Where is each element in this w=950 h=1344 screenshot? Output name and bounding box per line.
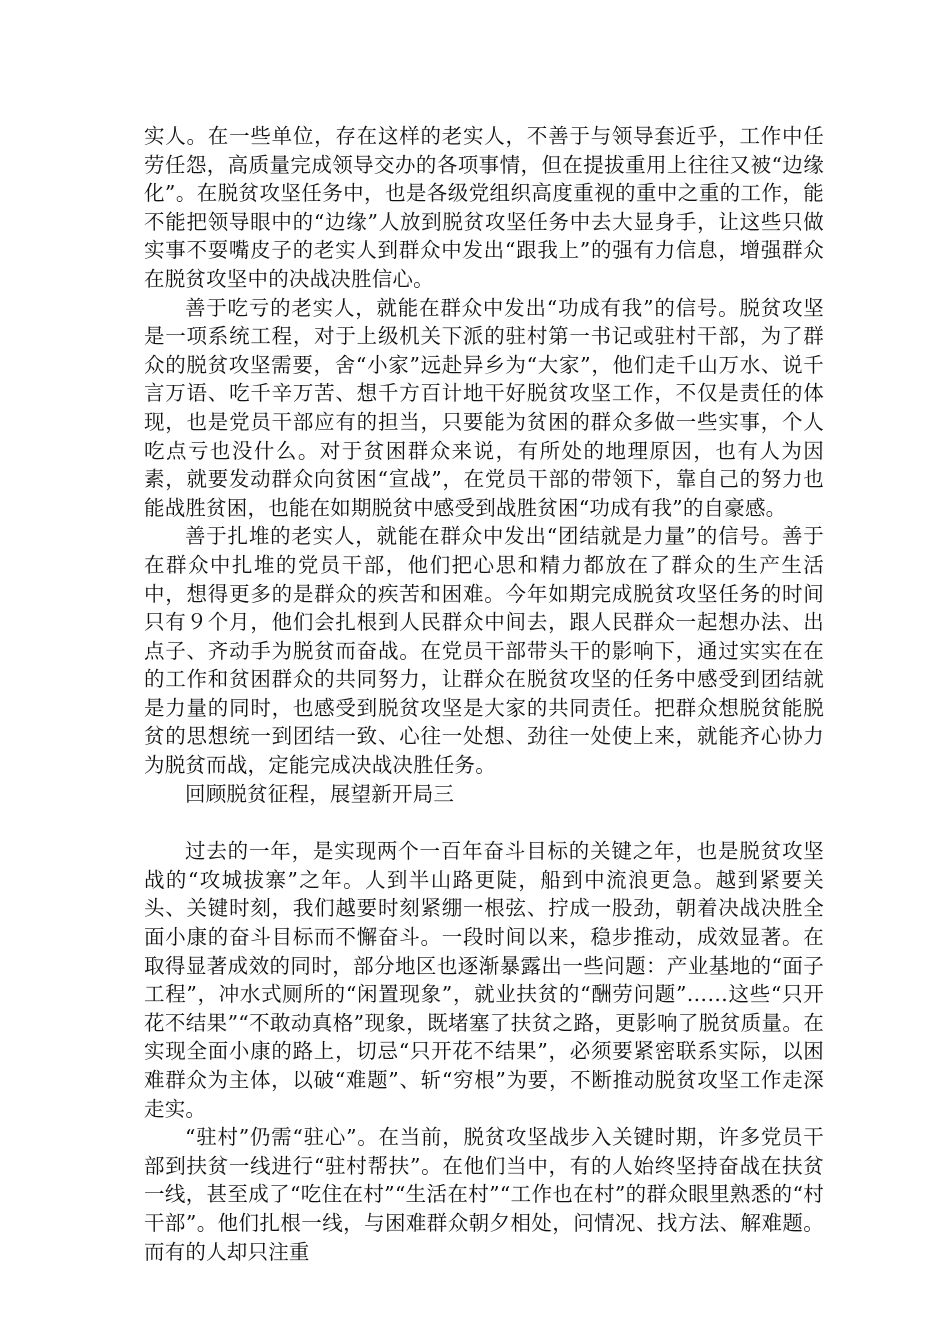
document-body — [144, 122, 824, 1266]
section-heading: 回顾脱贫征程，展望新开局三 — [185, 781, 455, 806]
paragraph-2: 善于吃亏的老实人，就能在群众中发出“功成有我”的信号。脱贫攻坚是一项系统工程，对于上级机关下派的驻村第一书记或驻村干部，为了群众的脱贫攻坚需要，舍“小家”远赴异乡为“大家”，他们走千山万水、说千言万语、吃千辛万苦、想千方百计地干好脱贫攻坚工作，不仅是责任的体现，也是党员干部应有的担当，只要能为贫困的群众多做一些实事，个人吃点亏也没什么。对于贫困群众来说，有所处的地理原因，也有人为因素，就要发动群众向贫困“宣战”，在党员干部的带领下，靠自己的努力也能战胜贫困，也能在如期脱贫中感受到战胜贫困“功成有我”的自豪感。 — [144, 295, 824, 520]
blank-line — [144, 808, 824, 837]
paragraph-4: 过去的一年，是实现两个一百年奋斗目标的关键之年，也是脱贫攻坚战的“攻城拔寨”之年。人到半山路更陡，船到中流浪更急。越到紧要关头、关键时刻，我们越要时刻紧绷一根弦、拧成一股劲，朝着决战决胜全面小康的奋斗目标而不懈奋斗。一段时间以来，稳步推动，成效显著。在取得显著成效的同时，部分地区也逐渐暴露出一些问题：产业基地的“面子工程”，冲水式厕所的“闲置现象”，就业扶贫的“酬劳问题”……这些“只开花不结果”“不敢动真格”现象，既堵塞了扶贫之路，更影响了脱贫质量。在实现全面小康的路上，切忌“只开花不结果”，必须要紧密联系实际，以困难群众为主体，以破“难题”、斩“穷根”为要，不断推动脱贫攻坚工作走深走实。 — [144, 839, 824, 1121]
paragraph-1: 实人。在一些单位，存在这样的老实人，不善于与领导套近乎，工作中任劳任怨，高质量完成领导交办的各项事情，但在提拔重用上往往又被“边缘化”。在脱贫攻坚任务中，也是各级党组织高度重视的重中之重的工作，能不能把领导眼中的“边缘”人放到脱贫攻坚任务中去大显身手，让这些只做实事不耍嘴皮子的老实人到群众中发出“跟我上”的强有力信息，增强群众在脱贫攻坚中的决战决胜信心。 — [144, 124, 824, 291]
paragraph-3: 善于扎堆的老实人，就能在群众中发出“团结就是力量”的信号。善于在群众中扎堆的党员干部，他们把心思和精力都放在了群众的生产生活中，想得更多的是群众的疾苦和困难。今年如期完成脱贫攻坚任务的时间只有９个月，他们会扎根到人民群众中间去，跟人民群众一起想办法、出点子、齐动手为脱贫而奋战。在党员干部带头干的影响下，通过实实在在的工作和贫困群众的共同努力，让群众在脱贫攻坚的任务中感受到团结就是力量的同时，也感受到脱贫攻坚是大家的共同责任。把群众想脱贫能脱贫的思想统一到团结一致、心往一处想、劲往一处使上来，就能齐心协力为脱贫而战，定能完成决战决胜任务。 — [144, 524, 824, 778]
paragraph-5: “驻村”仍需“驻心”。在当前，脱贫攻坚战步入关键时期，许多党员干部到扶贫一线进行“驻村帮扶”。在他们当中，有的人始终坚持奋战在扶贫一线，甚至成了“吃住在村”“生活在村”“工作也在村”的群众眼里熟悉的“村干部”。他们扎根一线，与困难群众朝夕相处，问情况、找方法、解难题。而有的人却只注重 — [144, 1125, 824, 1264]
